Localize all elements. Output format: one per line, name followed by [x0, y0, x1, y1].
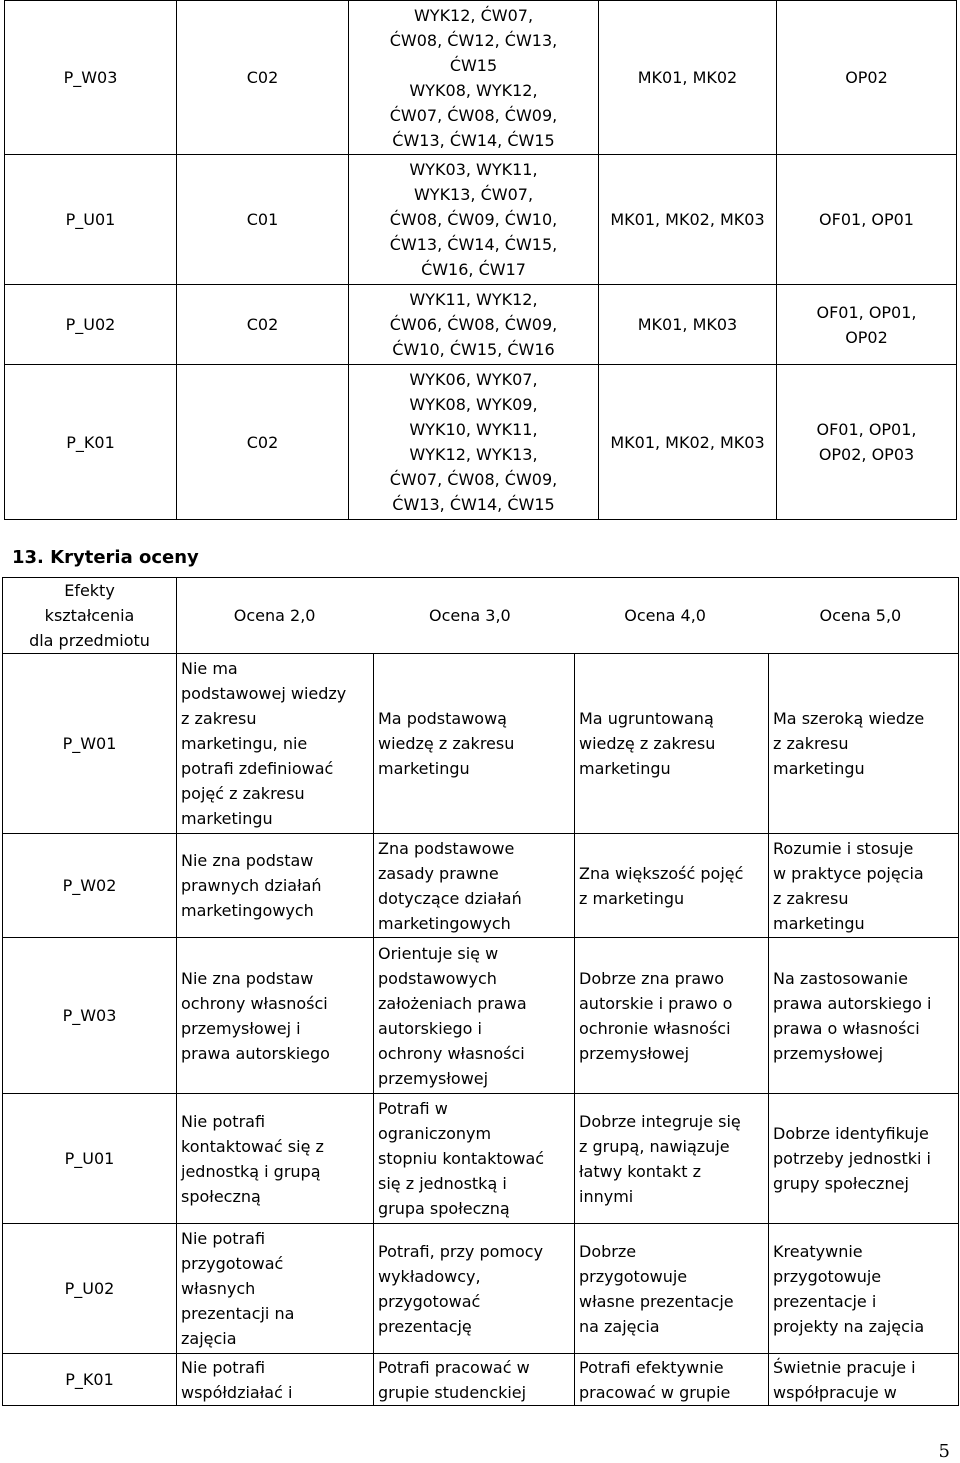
assessment-cell: OP02 [777, 1, 957, 155]
methods-cell: MK01, MK02, MK03 [599, 155, 777, 285]
methods-cell: MK01, MK02, MK03 [599, 365, 777, 520]
grade-5-cell: Na zastosowanie prawa autorskiego i prawa o własności przemysłowej [769, 938, 959, 1094]
grade-header-5-0: Ocena 5,0 [819, 606, 902, 625]
grade-5-cell: Świetnie pracuje i współpracuje w [769, 1354, 959, 1406]
section-title: 13. Kryteria oceny [12, 547, 199, 568]
grade-3-cell: Potrafi, przy pomocy wykładowcy, przygotować prezentację [374, 1224, 575, 1354]
grade-header-3-0: Ocena 3,0 [429, 606, 511, 625]
assessment-cell: OF01, OP01, OP02 [777, 285, 957, 365]
top-outcomes-table [4, 0, 957, 520]
page-number: 5 [938, 1441, 950, 1462]
content-cell: WYK12, ĆW07, ĆW08, ĆW12, ĆW13, ĆW15 WYK08, WYK12, ĆW07, ĆW08, ĆW09, ĆW13, ĆW14, ĆW15 [349, 1, 599, 155]
effect-cell: P_K01 [3, 1354, 177, 1406]
grade-5-cell: Dobrze identyfikuje potrzeby jednostki i grupy społecznej [769, 1094, 959, 1224]
grade-4-cell: Dobrze przygotowuje własne prezentacje na zajęcia [575, 1224, 769, 1354]
goal-cell: C01 [177, 155, 349, 285]
grade-3-cell: Potrafi w ograniczonym stopniu kontaktować się z jednostką i grupa społeczną [374, 1094, 575, 1224]
table-row [5, 1, 957, 155]
grade-3-cell: Potrafi pracować w grupie studenckiej [374, 1354, 575, 1406]
effect-cell: P_K01 [5, 365, 177, 520]
grade-4-cell: Potrafi efektywnie pracować w grupie [575, 1354, 769, 1406]
table-header-row [3, 578, 959, 654]
effect-cell: P_W01 [3, 654, 177, 834]
table-row [3, 654, 959, 834]
grade-4-cell: Zna większość pojęć z marketingu [575, 834, 769, 938]
goal-cell: C02 [177, 365, 349, 520]
methods-cell: MK01, MK02 [599, 1, 777, 155]
grade-2-cell: Nie potrafi współdziałać i [177, 1354, 374, 1406]
effect-cell: P_U01 [3, 1094, 177, 1224]
effects-header: Efekty kształcenia dla przedmiotu [3, 578, 177, 654]
content-cell: WYK03, WYK11, WYK13, ĆW07, ĆW08, ĆW09, ĆW10, ĆW13, ĆW14, ĆW15, ĆW16, ĆW17 [349, 155, 599, 285]
grade-4-cell: Dobrze integruje się z grupą, nawiązuje łatwy kontakt z innymi [575, 1094, 769, 1224]
grade-header-4-0: Ocena 4,0 [624, 606, 706, 625]
table-row [3, 1224, 959, 1354]
effect-cell: P_W03 [3, 938, 177, 1094]
table-row [3, 938, 959, 1094]
grade-2-cell: Nie potrafi kontaktować się z jednostką i grupą społeczną [177, 1094, 374, 1224]
grade-2-cell: Nie ma podstawowej wiedzy z zakresu marketingu, nie potrafi zdefiniować pojęć z zakresu marketingu [177, 654, 374, 834]
assessment-cell: OF01, OP01, OP02, OP03 [777, 365, 957, 520]
effect-cell: P_W03 [5, 1, 177, 155]
grade-2-cell: Nie zna podstaw ochrony własności przemysłowej i prawa autorskiego [177, 938, 374, 1094]
grades-header [177, 578, 959, 654]
effect-cell: P_W02 [3, 834, 177, 938]
grade-4-cell: Ma ugruntowaną wiedzę z zakresu marketingu [575, 654, 769, 834]
grade-2-cell: Nie zna podstaw prawnych działań marketingowych [177, 834, 374, 938]
effect-cell: P_U02 [3, 1224, 177, 1354]
table-row [5, 285, 957, 365]
table-row [3, 1094, 959, 1224]
table-row [5, 365, 957, 520]
table-row [3, 1354, 959, 1406]
grade-4-cell: Dobrze zna prawo autorskie i prawo o ochronie własności przemysłowej [575, 938, 769, 1094]
methods-cell: MK01, MK03 [599, 285, 777, 365]
content-cell: WYK11, WYK12, ĆW06, ĆW08, ĆW09, ĆW10, ĆW15, ĆW16 [349, 285, 599, 365]
grade-5-cell: Kreatywnie przygotowuje prezentacje i projekty na zajęcia [769, 1224, 959, 1354]
content-cell: WYK06, WYK07, WYK08, WYK09, WYK10, WYK11, WYK12, WYK13, ĆW07, ĆW08, ĆW09, ĆW13, ĆW14, ĆW15 [349, 365, 599, 520]
goal-cell: C02 [177, 1, 349, 155]
grade-5-cell: Ma szeroką wiedze z zakresu marketingu [769, 654, 959, 834]
grade-2-cell: Nie potrafi przygotować własnych prezentacji na zajęcia [177, 1224, 374, 1354]
table-row [3, 834, 959, 938]
assessment-cell: OF01, OP01 [777, 155, 957, 285]
effect-cell: P_U01 [5, 155, 177, 285]
grade-5-cell: Rozumie i stosuje w praktyce pojęcia z zakresu marketingu [769, 834, 959, 938]
grade-3-cell: Orientuje się w podstawowych założeniach prawa autorskiego i ochrony własności przemysłowej [374, 938, 575, 1094]
grading-criteria-table [2, 577, 959, 1406]
goal-cell: C02 [177, 285, 349, 365]
table-row [5, 155, 957, 285]
grade-3-cell: Zna podstawowe zasady prawne dotyczące działań marketingowych [374, 834, 575, 938]
grade-header-2-0: Ocena 2,0 [233, 606, 316, 625]
effect-cell: P_U02 [5, 285, 177, 365]
grade-3-cell: Ma podstawową wiedzę z zakresu marketingu [374, 654, 575, 834]
